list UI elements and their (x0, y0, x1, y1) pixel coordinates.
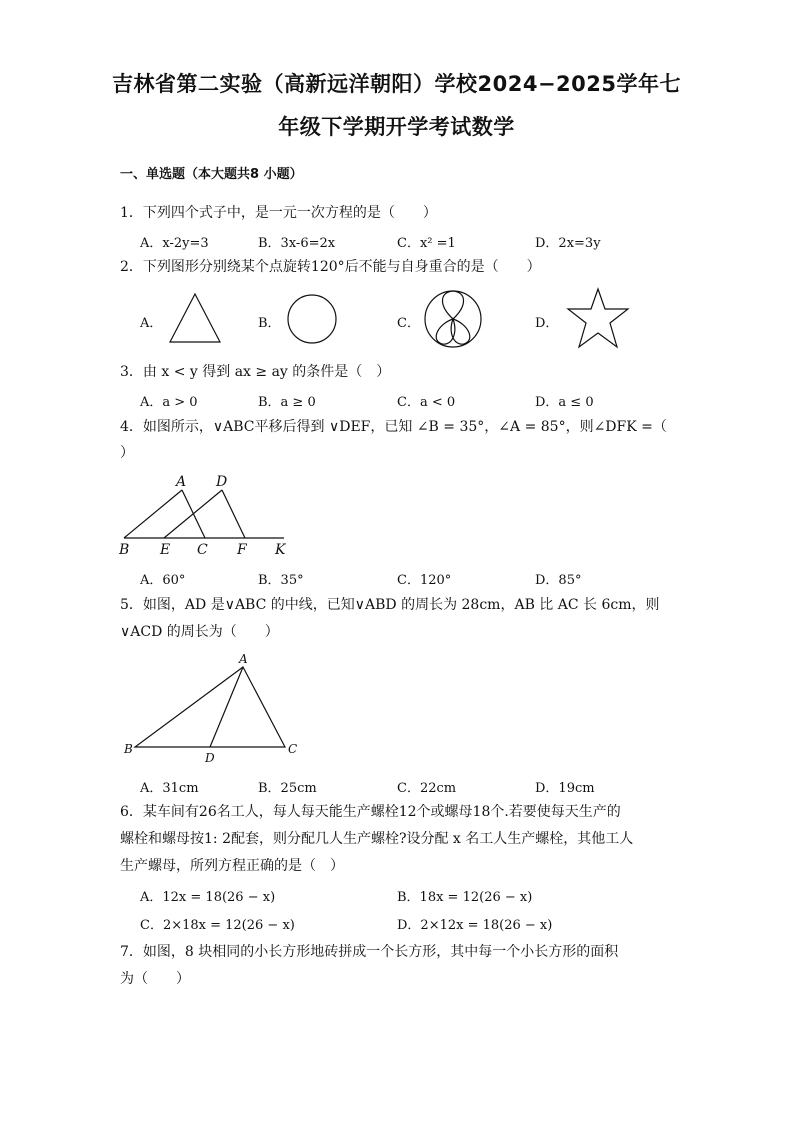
question-6-option-b: B．18x = 12(26 − x) (397, 890, 533, 905)
label-c: C (197, 542, 208, 558)
question-7-stem-cont: 为（ ） (120, 971, 190, 987)
question-6-stem-cont2: 生产螺母，所列方程正确的是（ ） (120, 858, 344, 874)
label-e: E (160, 542, 171, 558)
question-4-stem-cont: ） (120, 445, 134, 461)
question-5-option-b: B．25cm (258, 781, 317, 796)
question-6-stem: 6．某车间有26名工人，每人每天能生产螺栓12个或螺母18个.若要使每天生产的 (120, 804, 621, 820)
question-4-option-a: A．60° (140, 573, 186, 588)
question-2-option-c: C． (397, 316, 420, 331)
label-b: B (119, 542, 130, 558)
question-4-option-d: D．85° (535, 573, 582, 588)
page-title-line2: 年级下学期开学考试数学 (278, 115, 515, 139)
question-6-option-a: A．12x = 18(26 − x) (140, 890, 276, 905)
page-title-line1: 吉林省第二实验（高新远洋朝阳）学校2024−2025学年七 (112, 72, 681, 96)
label-d: D (205, 751, 215, 765)
question-3-option-c: C．a < 0 (397, 395, 456, 410)
label-a: A (239, 652, 248, 666)
question-2-stem: 2．下列图形分别绕某个点旋转120°后不能与自身重合的是（ ） (120, 259, 541, 275)
question-1-option-a: A．x-2y=3 (140, 236, 209, 251)
question-1-option-c: C．x² =1 (397, 236, 456, 251)
question-1-option-d: D．2x=3y (535, 236, 601, 251)
question-5-option-a: A．31cm (140, 781, 199, 796)
question-6-option-c: C．2×18x = 12(26 − x) (140, 918, 295, 933)
section-heading: 一、单选题（本大题共8 小题） (120, 167, 303, 182)
label-b: B (124, 742, 133, 756)
question-2-option-d: D． (535, 316, 559, 331)
question-1-option-b: B．3x-6=2x (258, 236, 336, 251)
question-5-stem: 5．如图，AD 是∨ABC 的中线，已知∨ABD 的周长为 28cm，AB 比 AC 长 6cm，则 (120, 597, 660, 613)
label-k: K (275, 542, 286, 558)
question-4-option-b: B．35° (258, 573, 304, 588)
question-7-stem: 7．如图，8 块相同的小长方形地砖拼成一个长方形，其中每一个小长方形的面积 (120, 944, 619, 960)
question-5-option-c: C．22cm (397, 781, 457, 796)
question-3-stem: 3．由 x < y 得到 ax ≥ ay 的条件是（ ） (120, 364, 391, 380)
question-3-option-a: A．a > 0 (140, 395, 198, 410)
label-f: F (237, 542, 247, 558)
label-d: D (216, 474, 228, 490)
question-3-option-d: D．a ≤ 0 (535, 395, 594, 410)
label-a: A (176, 474, 187, 490)
question-2-option-a: A． (140, 316, 163, 331)
question-5-option-d: D．19cm (535, 781, 595, 796)
question-3-option-b: B．a ≥ 0 (258, 395, 316, 410)
label-c: C (288, 742, 298, 756)
question-4-stem: 4．如图所示，∨ABC平移后得到 ∨DEF，已知 ∠B = 35°，∠A = 85°，则∠DFK =（ (120, 419, 667, 435)
question-5-stem-cont: ∨ACD 的周长为（ ） (120, 624, 279, 640)
question-1-stem: 1．下列四个式子中，是一元一次方程的是（ ） (120, 205, 437, 221)
question-6-stem-cont: 螺栓和螺母按1: 2配套，则分配几人生产螺栓?设分配 x 名工人生产螺栓，其他工人 (120, 831, 634, 847)
question-6-option-d: D．2×12x = 18(26 − x) (397, 918, 553, 933)
question-4-option-c: C．120° (397, 573, 452, 588)
question-2-option-b: B． (258, 316, 281, 331)
triangle-abc (135, 667, 285, 747)
